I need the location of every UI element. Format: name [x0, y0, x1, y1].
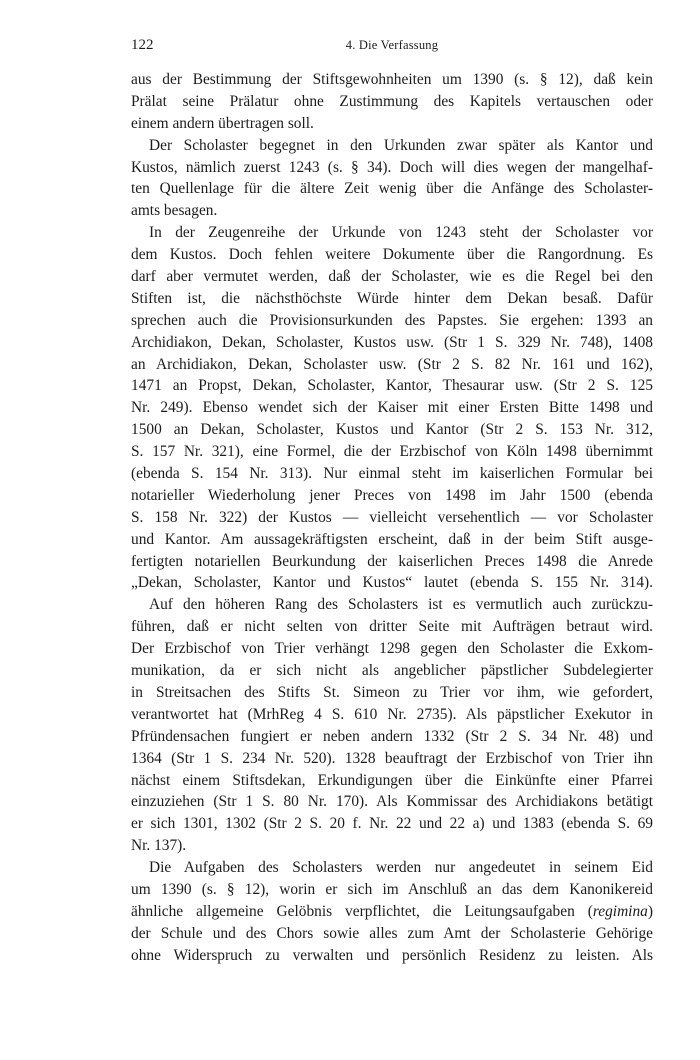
text-line: ten Quellenlage für die ältere Zeit wenig über die Anfänge des Scholaster-	[131, 180, 653, 198]
text-line: einem andern übertragen soll.	[131, 114, 314, 132]
text-line: Prälat seine Prälatur ohne Zustimmung des Kapitels vertauschen oder	[131, 92, 653, 110]
text-line: S. 158 Nr. 322) der Kustos — vielleicht versehentlich — vor Scholaster	[131, 508, 653, 526]
text-line: ohne Widerspruch zu verwalten und persönlich Residenz zu leisten. Als	[131, 946, 653, 964]
text-line: darf aber vermutet werden, daß der Scholaster, wie es die Regel bei den	[131, 268, 653, 286]
text-line: 1500 an Dekan, Scholaster, Kustos und Kantor (Str 2 S. 153 Nr. 312,	[131, 421, 653, 439]
text-line: dem Kustos. Doch fehlen weitere Dokumente über die Rangordnung. Es	[131, 246, 653, 264]
text-line: nächst einem Stiftsdekan, Erkundigungen über die Einkünfte einer Pfarrei	[131, 771, 653, 789]
text-line: Der Scholaster begegnet in den Urkunden zwar später als Kantor und	[149, 136, 653, 154]
text-line: Die Aufgaben des Scholasters werden nur angedeutet in seinem Eid	[149, 859, 653, 877]
running-head: 4. Die Verfassung	[345, 38, 439, 52]
text-line: ähnliche allgemeine Gelöbnis verpflichtet, die Leitungsaufgaben (regimina)	[131, 902, 653, 920]
text-line: In der Zeugenreihe der Urkunde von 1243 steht der Scholaster vor	[149, 224, 653, 242]
text-line: und Kantor. Am aussagekräftigsten erscheint, daß in der beim Stift ausge-	[131, 530, 653, 548]
text-line: verantwortet hat (MrhReg 4 S. 610 Nr. 2735). Als päpstlicher Exekutor in	[131, 705, 653, 723]
text-line: fertigten notariellen Beurkundung der kaiserlichen Preces 1498 die Anrede	[131, 552, 653, 570]
text-line: Pfründensachen fungiert er neben andern 1332 (Str 2 S. 34 Nr. 48) und	[131, 727, 653, 745]
text-line: S. 157 Nr. 321), eine Formel, die der Erzbischof von Köln 1498 übernimmt	[131, 443, 653, 461]
page-header	[131, 37, 653, 57]
text-line: Kustos, nämlich zuerst 1243 (s. § 34). Doch will dies wegen der mangelhaf-	[131, 158, 653, 176]
text-line: Nr. 249). Ebenso wendet sich der Kaiser mit einer Ersten Bitte 1498 und	[131, 399, 653, 417]
text-line: (ebenda S. 154 Nr. 313). Nur einmal steht im kaiserlichen Formular bei	[131, 465, 653, 483]
text-line: Der Erzbischof von Trier verhängt 1298 gegen den Scholaster die Exkom-	[131, 640, 653, 658]
text-line: in Streitsachen des Stifts St. Simeon zu Trier vor ihm, wie gefordert,	[131, 683, 653, 701]
text-line: der Schule und des Chors sowie alles zum Amt der Scholasterie Gehörige	[131, 924, 653, 942]
text-line: um 1390 (s. § 12), worin er sich im Anschluß an das dem Kanonikereid	[131, 880, 653, 898]
text-line: aus der Bestimmung der Stiftsgewohnheiten um 1390 (s. § 12), daß kein	[131, 71, 653, 88]
text-line: einzuziehen (Str 1 S. 80 Nr. 170). Als Kommissar des Archidiakons betätigt	[131, 793, 653, 811]
text-line: Auf den höheren Rang des Scholasters ist es vermutlich auch zurückzu-	[149, 596, 653, 614]
text-line: er sich 1301, 1302 (Str 2 S. 20 f. Nr. 22 und 22 a) und 1383 (ebenda S. 69	[131, 815, 653, 833]
text-line: an Archidiakon, Dekan, Scholaster usw. (Str 2 S. 82 Nr. 161 und 162),	[131, 355, 653, 373]
text-line: sprechen auch die Provisionsurkunden des Papstes. Sie ergehen: 1393 an	[131, 311, 653, 329]
text-line: Archidiakon, Dekan, Scholaster, Kustos usw. (Str 1 S. 329 Nr. 748), 1408	[131, 333, 653, 351]
text-line: Nr. 137).	[131, 837, 187, 855]
text-line: Stiften ist, die nächsthöchste Würde hinter dem Dekan besaß. Dafür	[131, 289, 653, 307]
text-line: munikation, da er sich nicht als angeblicher päpstlicher Subdelegierter	[131, 662, 653, 680]
text-line: führen, daß er nicht selten von dritter Seite mit Aufträgen betraut wird.	[131, 618, 653, 636]
body-text	[131, 69, 653, 967]
text-line: 1471 an Propst, Dekan, Scholaster, Kantor, Thesaurar usw. (Str 2 S. 125	[131, 377, 653, 395]
page-number: 122	[131, 37, 154, 53]
text-line: amts besagen.	[131, 202, 218, 220]
text-line: 1364 (Str 1 S. 234 Nr. 520). 1328 beauftragt der Erzbischof von Trier ihn	[131, 749, 653, 767]
text-line: notarieller Wiederholung jener Preces von 1498 im Jahr 1500 (ebenda	[131, 486, 653, 504]
text-line: „Dekan, Scholaster, Kantor und Kustos“ lautet (ebenda S. 155 Nr. 314).	[131, 574, 653, 592]
